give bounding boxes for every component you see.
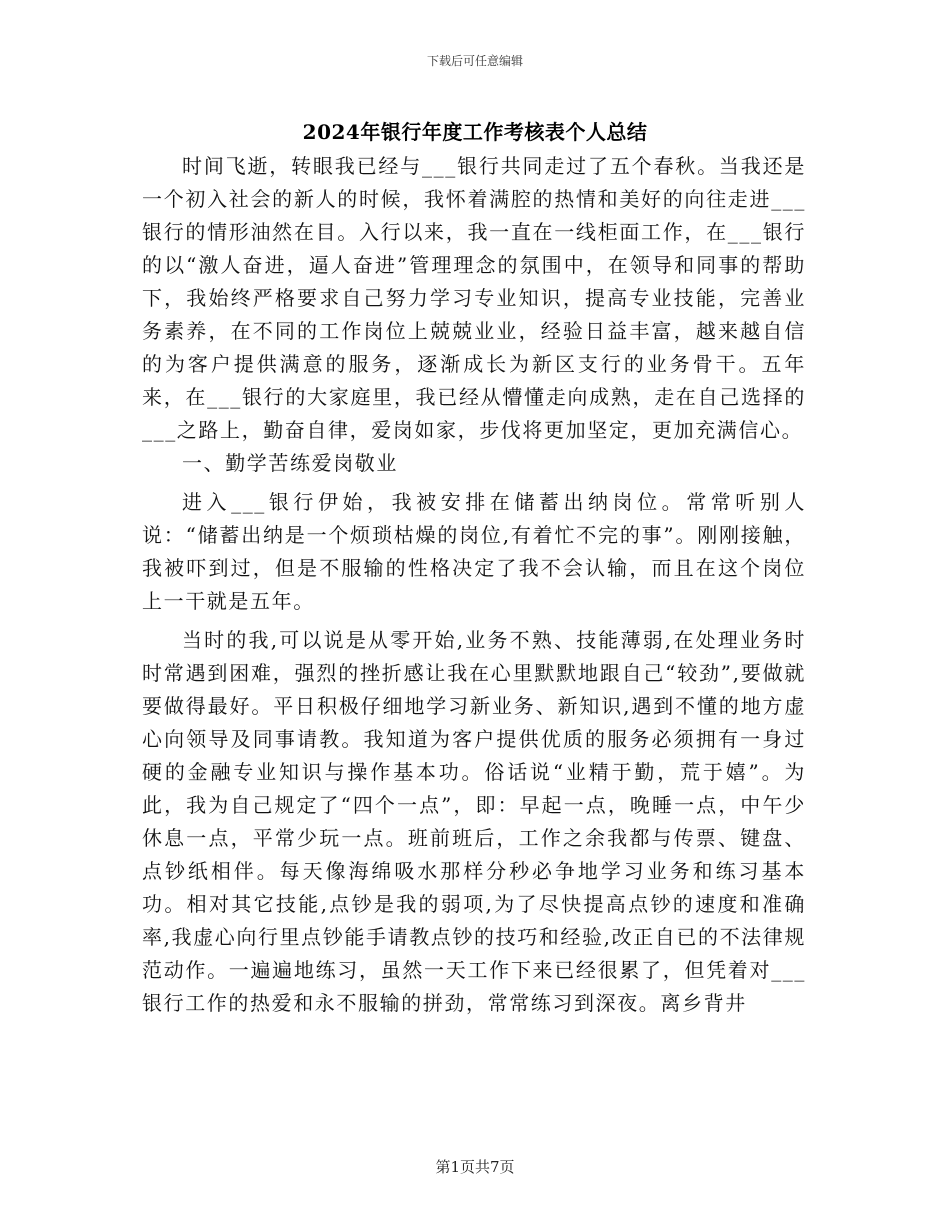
document-title: 2024年银行年度工作考核表个人总结 — [302, 120, 648, 144]
header-note: 下载后可任意编辑 — [426, 54, 523, 68]
section-heading: 一、勤学苦练爱岗敬业 — [182, 451, 398, 475]
paragraph-training: 当时的我,可以说是从零开始,业务不熟、技能薄弱,在处理业务时时常遇到困难，强烈的挫折感让我在心里默默地跟自己“较劲”,要做就要做得最好。平日积极仔细地学习新业务、新知识,遇到不懂的地方虚心向领导及同事请教。我知道为客户提供优质的服务必须拥有一身过硬的金融专业知识与操作基本功。俗话说“业精于勤，荒于嬉”。为此，我为自己规定了“四个一点”，即：早起一点，晚睡一点，中午少休息一点，平常少玩一点。班前班后，工作之余我都与传票、键盘、点钞纸相伴。每天像海绵吸水那样分秒必争地学习业务和练习基本功。相对其它技能,点钞是我的弱项,为了尽快提高点钞的速度和准确率,我虚心向行里点钞能手请教点钞的技巧和经验,改正自已的不法律规范动作。一遍遍地练习，虽然一天工作下来已经很累了，但凭着对___银行工作的热爱和永不服输的拼劲，常常练习到深夜。离乡背井 — [142, 628, 806, 1015]
paragraph-position: 进入___银行伊始，我被安排在储蓄出纳岗位。常常听别人说：“储蓄出纳是一个烦琐枯燥的岗位,有着忙不完的事”。刚刚接触，我被吓到过，但是不服输的性格决定了我不会认输，而且在这个岗位上一干就是五年。 — [142, 490, 806, 613]
paragraph-intro: 时间飞逝，转眼我已经与___银行共同走过了五个春秋。当我还是一个初入社会的新人的时候，我怀着满腔的热情和美好的向往走进___银行的情形油然在目。入行以来，我一直在一线柜面工作，在___银行的以“激人奋进，逼人奋进”管理理念的氛围中，在领导和同事的帮助下，我始终严格要求自己努力学习专业知识，提高专业技能，完善业务素养，在不同的工作岗位上兢兢业业，经验日益丰富，越来越自信的为客户提供满意的服务，逐渐成长为新区支行的业务骨干。五年来，在___银行的大家庭里，我已经从懵懂走向成熟，走在自己选择的___之路上，勤奋自律，爱岗如家，步伐将更加坚定，更加充满信心。 — [142, 154, 806, 442]
page-footer: 第1页共7页 — [435, 1158, 515, 1176]
document-body — [142, 150, 806, 1020]
